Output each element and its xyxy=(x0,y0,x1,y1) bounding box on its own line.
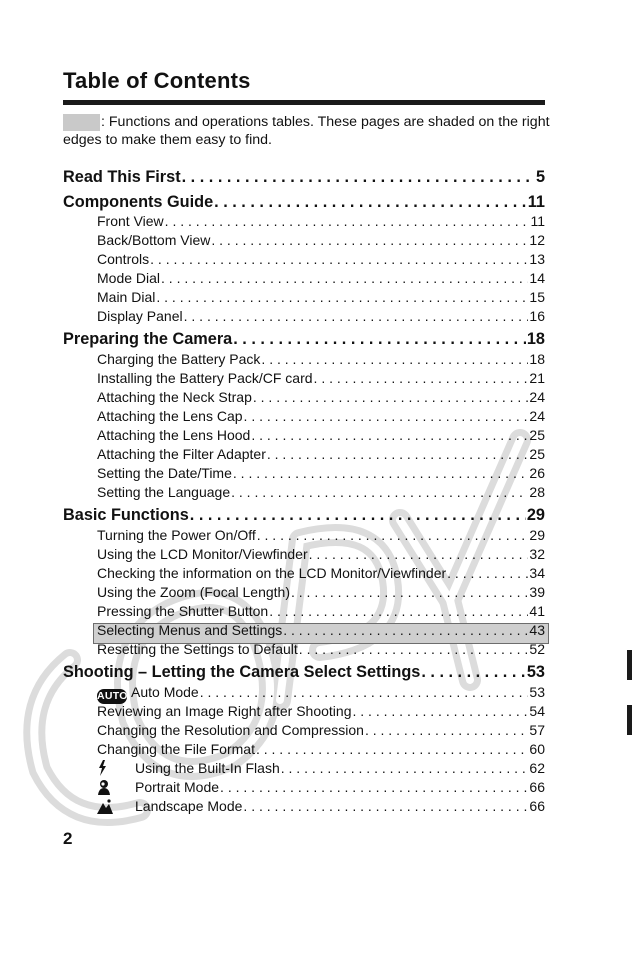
toc-entry-label: Selecting Menus and Settings xyxy=(97,622,283,638)
toc-entry[interactable] xyxy=(97,308,545,324)
toc-entry-label: Checking the information on the LCD Monitor/Viewfinder xyxy=(97,565,447,581)
dot-leader xyxy=(244,408,529,424)
dot-leader xyxy=(165,213,530,229)
toc-entry[interactable] xyxy=(97,251,545,267)
dot-leader xyxy=(291,584,528,600)
title-underline xyxy=(63,100,545,105)
toc-section-entry[interactable] xyxy=(63,193,545,212)
dot-leader xyxy=(184,308,529,324)
toc-entry-page: 14 xyxy=(529,270,545,286)
toc-entry[interactable] xyxy=(97,722,545,738)
dot-leader xyxy=(299,641,529,657)
toc-entry-label: Using the Built-In Flash xyxy=(135,760,280,776)
dot-leader xyxy=(253,389,529,405)
toc-entry-label: Turning the Power On/Off xyxy=(97,527,256,543)
toc-entry-label: Resetting the Settings to Default xyxy=(97,641,298,657)
toc-entry-label: Setting the Language xyxy=(97,484,231,500)
dot-leader xyxy=(309,546,529,562)
dot-leader xyxy=(214,193,527,212)
toc-entry[interactable] xyxy=(97,527,545,543)
toc-entry-label: Shooting – Letting the Camera Select Settings xyxy=(63,663,421,681)
landscape-icon xyxy=(97,798,131,814)
toc-entry[interactable] xyxy=(97,289,545,305)
toc-entry[interactable] xyxy=(97,484,545,500)
dot-leader xyxy=(261,351,528,367)
toc-entry-page: 43 xyxy=(529,622,545,638)
toc-entry-label: Main Dial xyxy=(97,289,156,305)
toc-entry[interactable] xyxy=(97,603,545,619)
dot-leader xyxy=(257,527,529,543)
toc-entry-label: Back/Bottom View xyxy=(97,232,211,248)
toc-entry-page: 53 xyxy=(526,663,545,681)
auto-badge-text: AUTO xyxy=(97,690,128,702)
toc-entry-page: 29 xyxy=(526,506,545,524)
toc-entry-page: 66 xyxy=(529,779,545,795)
toc-entry-page: 32 xyxy=(529,546,545,562)
toc-entry-label: Display Panel xyxy=(97,308,183,324)
toc-entry-label: Attaching the Filter Adapter xyxy=(97,446,266,462)
flash-icon xyxy=(97,760,131,776)
toc-entry[interactable] xyxy=(97,584,545,600)
dot-leader xyxy=(447,565,528,581)
toc-entry-label: Installing the Battery Pack/CF card xyxy=(97,370,313,386)
toc-entry-label: Attaching the Neck Strap xyxy=(97,389,252,405)
toc-entry-page: 66 xyxy=(529,798,545,814)
dot-leader xyxy=(352,703,528,719)
toc-entry[interactable] xyxy=(97,684,545,704)
toc-entry[interactable] xyxy=(97,703,545,719)
toc-entry-page: 18 xyxy=(526,330,545,348)
toc-entry[interactable] xyxy=(97,389,545,405)
toc-entry[interactable] xyxy=(97,370,545,386)
dot-leader xyxy=(421,663,526,682)
toc-entry-label: Charging the Battery Pack xyxy=(97,351,261,367)
dot-leader xyxy=(251,427,528,443)
toc-entry-label: Reviewing an Image Right after Shooting xyxy=(97,703,352,719)
dot-leader xyxy=(267,446,529,462)
toc-entry-label: Auto Mode xyxy=(131,684,199,700)
toc-entry-page: 53 xyxy=(529,684,545,700)
dot-leader xyxy=(283,622,528,638)
dot-leader xyxy=(269,603,528,619)
toc-section-entry[interactable] xyxy=(63,168,545,187)
dot-leader xyxy=(156,289,528,305)
toc-entry[interactable] xyxy=(97,565,545,581)
toc-entry[interactable] xyxy=(97,465,545,481)
toc-entry-page: 15 xyxy=(529,289,545,305)
toc-entry-page: 28 xyxy=(529,484,545,500)
toc-entry[interactable] xyxy=(97,213,545,229)
toc-entry-page: 39 xyxy=(529,584,545,600)
toc-entry-label: Preparing the Camera xyxy=(63,330,233,348)
toc-entry-page: 11 xyxy=(527,193,545,211)
toc-entry[interactable] xyxy=(97,408,545,424)
toc-entry[interactable] xyxy=(97,779,545,795)
toc-entry[interactable] xyxy=(97,760,545,776)
toc-entry-label: Using the Zoom (Focal Length) xyxy=(97,584,290,600)
toc-entry-page: 62 xyxy=(529,760,545,776)
toc-entry-label: Changing the File Format xyxy=(97,741,255,757)
toc-entry-page: 57 xyxy=(529,722,545,738)
dot-leader xyxy=(233,330,526,349)
toc-entry[interactable] xyxy=(97,270,545,286)
dot-leader xyxy=(243,798,528,814)
toc-entry-label: Portrait Mode xyxy=(135,779,220,795)
dot-leader xyxy=(256,741,528,757)
page-title: Table of Contents xyxy=(63,68,251,93)
dot-leader xyxy=(314,370,529,386)
toc-entry-page: 13 xyxy=(529,251,545,267)
toc-entry-page: 29 xyxy=(529,527,545,543)
toc-entry[interactable] xyxy=(97,741,545,757)
toc-entry-label: Controls xyxy=(97,251,150,267)
auto-mode-icon xyxy=(97,684,127,704)
dot-leader xyxy=(190,506,526,525)
toc-entry-page: 26 xyxy=(529,465,545,481)
toc-section-entry[interactable] xyxy=(63,663,545,682)
toc-entry[interactable] xyxy=(97,427,545,443)
toc-entry-page: 54 xyxy=(529,703,545,719)
toc-entry-page: 21 xyxy=(529,370,545,386)
dot-leader xyxy=(200,684,529,700)
toc-entry-label: Landscape Mode xyxy=(135,798,243,814)
toc-entry-page: 11 xyxy=(530,213,545,229)
toc-entry-page: 24 xyxy=(529,389,545,405)
intro-text: : Functions and operations tables. These pages are shaded on the right edges to make them easy to find. xyxy=(63,114,550,148)
toc-entry-label: Pressing the Shutter Button xyxy=(97,603,269,619)
toc-entry-label: Changing the Resolution and Compression xyxy=(97,722,364,738)
dot-leader xyxy=(231,484,528,500)
toc-entry-label: Attaching the Lens Cap xyxy=(97,408,243,424)
toc-entry-page: 24 xyxy=(529,408,545,424)
toc-entry-page: 60 xyxy=(529,741,545,757)
toc-entry-label: Using the LCD Monitor/Viewfinder xyxy=(97,546,308,562)
toc-entry-label: Mode Dial xyxy=(97,270,161,286)
dot-leader xyxy=(211,232,528,248)
portrait-icon xyxy=(97,779,131,795)
toc-entry-label: Read This First xyxy=(63,168,181,186)
toc-entry-page: 52 xyxy=(529,641,545,657)
toc-entry[interactable] xyxy=(97,622,545,638)
toc-entry[interactable] xyxy=(97,446,545,462)
toc-entry-label: Setting the Date/Time xyxy=(97,465,232,481)
dot-leader xyxy=(233,465,529,481)
toc-entry-page: 18 xyxy=(529,351,545,367)
toc-entry[interactable] xyxy=(97,351,545,367)
toc-entry-page: 25 xyxy=(529,446,545,462)
toc-entry-page: 12 xyxy=(529,232,545,248)
toc-entry-page: 25 xyxy=(529,427,545,443)
toc-entry[interactable] xyxy=(97,798,545,814)
dot-leader xyxy=(161,270,528,286)
toc-entry-label: Basic Functions xyxy=(63,506,189,524)
toc-entry[interactable] xyxy=(97,546,545,562)
dot-leader xyxy=(281,760,529,776)
toc-entry-label: Front View xyxy=(97,213,164,229)
toc-entry-page: 16 xyxy=(529,308,545,324)
dot-leader xyxy=(220,779,528,795)
toc-entry-label: Components Guide xyxy=(63,193,214,211)
toc-entry-label: Attaching the Lens Hood xyxy=(97,427,251,443)
dot-leader xyxy=(150,251,528,267)
toc-entry[interactable] xyxy=(97,232,545,248)
toc-entry-page: 34 xyxy=(529,565,545,581)
dot-leader xyxy=(182,168,535,187)
toc-section-entry[interactable] xyxy=(63,330,545,349)
dot-leader xyxy=(365,722,528,738)
toc-entry-page: 41 xyxy=(529,603,545,619)
toc-entry[interactable] xyxy=(97,641,545,657)
page-number: 2 xyxy=(63,829,73,848)
toc-section-entry[interactable] xyxy=(63,506,545,525)
toc-entry-page: 5 xyxy=(535,168,545,186)
